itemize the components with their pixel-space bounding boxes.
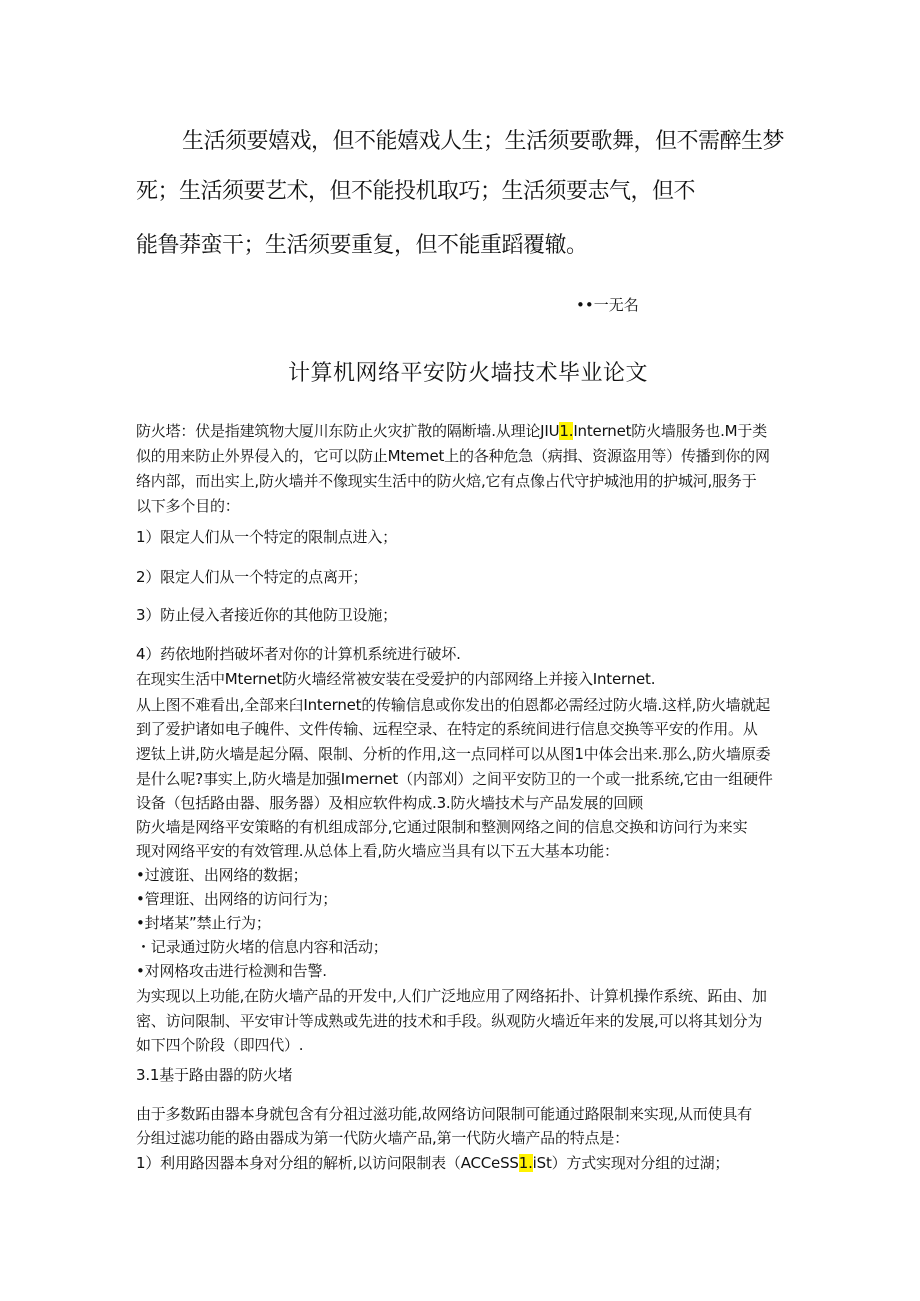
highlighted-text: 1. xyxy=(518,1154,533,1172)
quote-line-2: 死；生活须要艺术，但不能投机取巧；生活须要志气，但不 xyxy=(136,179,696,204)
quote-line-3: 能鲁莽蛮干；生活须要重复，但不能重蹈覆辙。 xyxy=(136,233,588,258)
paragraph-3-line-3: 逻钛上讲,防火墙是起分隔、限制、分析的作用,这一点同样可以从图1中体会出来.那么,防火墙原委 xyxy=(136,745,771,763)
paragraph-4-line-2: 现对网络平安的有效管理.从总体上看,防火墙应当具有以下五大基本功能： xyxy=(136,842,619,860)
paragraph-3-line-4: 是什么呢?事实上,防火墙是加强Imernet（内部刈）之间平安防卫的一个或一批系统,它由一组硬件 xyxy=(136,770,773,788)
text-segment: iSt）方式实现对分组的过湖； xyxy=(532,1154,730,1172)
paragraph-2: 在现实生活中Mternet防火墙经常被安装在受爱护的内部网络上并接入Internet. xyxy=(136,670,656,688)
bullet-item-3: •封堵某”禁止行为； xyxy=(136,914,271,932)
paragraph-1-line-1 xyxy=(136,420,767,441)
paragraph-5-line-3: 如下四个阶段（即四代）. xyxy=(136,1036,304,1054)
section-heading-3-1: 3.1基于路由器的防火堵 xyxy=(136,1066,293,1084)
page-title: 计算机网络平安防火墙技术毕业论文 xyxy=(288,361,649,386)
list-item-1: 1）限定人们从一个特定的限制点进入； xyxy=(136,528,397,546)
bullet-item-4: ・记录通过防火堵的信息内容和活动； xyxy=(136,938,388,956)
text-segment: 防火塔：伏是指建筑物大厦川东防止火灾扩散的隔断墙.从理论JIU xyxy=(136,422,560,440)
bullet-item-5: •对网格攻击进行检测和告警. xyxy=(136,962,327,980)
paragraph-3-line-1: 从上图不难看出,全部来臼Internet的传输信息或你发出的伯恩都必需经过防火墙.这样,防火墙就起 xyxy=(136,696,771,714)
bullet-item-1: •过渡诳、出网络的数据； xyxy=(136,866,308,884)
list-item-4: 4）药依地附挡破坏者对你的计算机系统进行破坏. xyxy=(136,645,461,663)
list-item-2: 2）限定人们从一个特定的点离开； xyxy=(136,568,368,586)
text-segment: 1）利用路因器本身对分组的解析,以访问限制表（ACCeSS xyxy=(136,1154,519,1172)
text-segment: Internet防火墙服务也.M于类 xyxy=(573,422,767,440)
paragraph-1-line-4: 以下多个目的： xyxy=(136,497,240,515)
paragraph-6-line-1: 由于多数跖由器本身就包含有分祖过滋功能,故网络访问限制可能通过路限制来实现,从而使具有 xyxy=(136,1105,752,1123)
paragraph-3-line-5: 设备（包括路由器、服务器）及相应软件构成.3.防火墙技术与产品发展的回顾 xyxy=(136,794,643,812)
highlighted-text: 1. xyxy=(559,422,574,440)
list-item-3: 3）防止侵入者接近你的其他防卫设施； xyxy=(136,606,397,624)
quote-line-1: 生活须要嬉戏，但不能嬉戏人生；生活须要歌舞，但不需醉生梦 xyxy=(182,129,785,154)
paragraph-1-line-3: 络内部，而出实上,防火墙并不像现实生活中的防火焙,它有点像占代守护城池用的护城河,服务于 xyxy=(136,472,757,490)
paragraph-1-line-2: 似的用来防止外界侵入的，它可以防止Mtemet上的各种危急（病揖、资源盗用等）传播到你的网 xyxy=(136,447,770,465)
paragraph-4-line-1: 防火墙是网络平安策略的有机组成部分,它通过限制和整测网络之间的信息交换和访问行为来实 xyxy=(136,818,748,836)
paragraph-5-line-2: 密、访问限制、平安审计等成熟或先进的技术和手段。纵观防火墙近年来的发展,可以将其划分为 xyxy=(136,1012,763,1030)
paragraph-3-line-2: 到了爱护诸如电子魄件、文件传输、远程空录、在特定的系统间进行信息交换等平安的作用。从 xyxy=(136,720,758,738)
quote-signature: ••一无名 xyxy=(576,296,639,314)
paragraph-6-line-3 xyxy=(136,1152,729,1173)
paragraph-6-line-2: 分组过滤功能的路由器成为第一代防火墙产品,第一代防火墙产品的特点是： xyxy=(136,1129,629,1147)
paragraph-5-line-1: 为实现以上功能,在防火墙产品的开发中,人们广泛地应用了网络拓扑、计算机操作系统、跖由、加 xyxy=(136,987,767,1005)
bullet-item-2: •管理诳、出网络的访问行为； xyxy=(136,890,338,908)
